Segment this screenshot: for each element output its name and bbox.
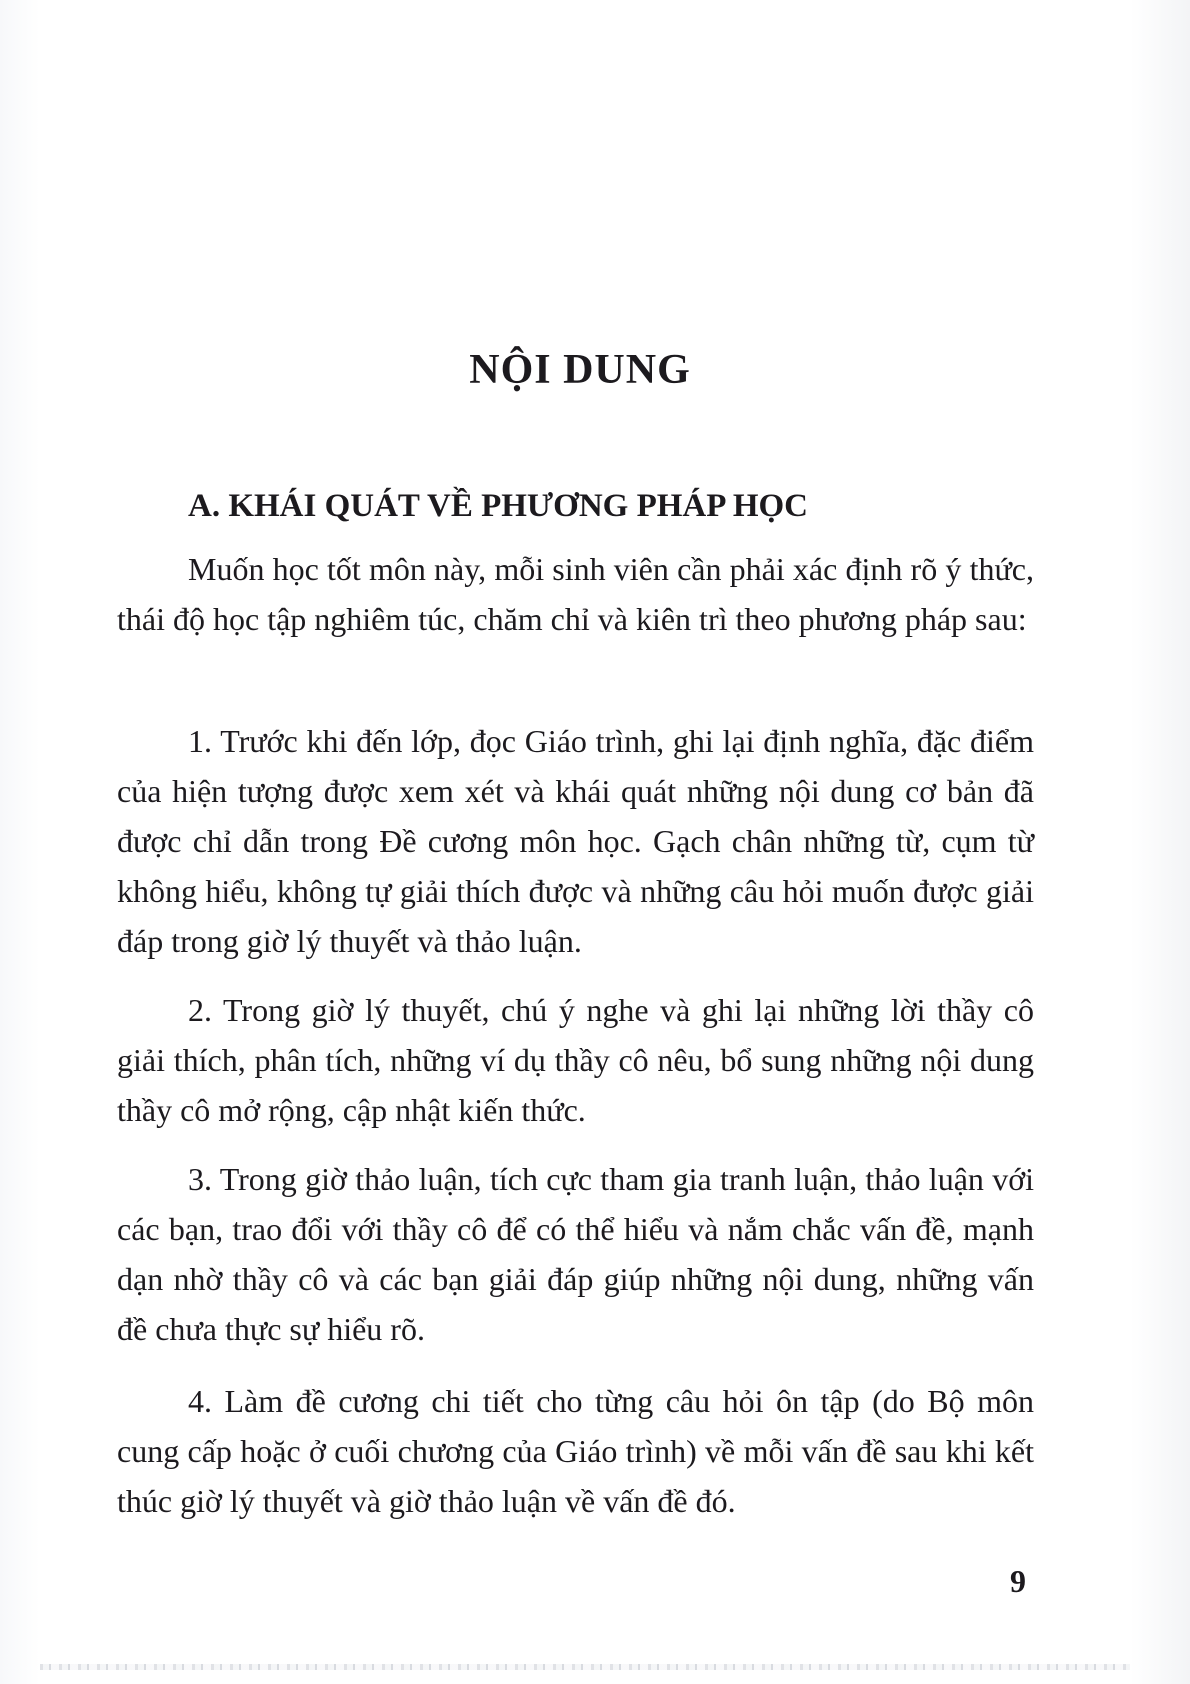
scan-edge-divider <box>40 1664 1130 1670</box>
method-item-4: 4. Làm đề cương chi tiết cho từng câu hỏi ôn tập (do Bộ môn cung cấp hoặc ở cuối chương của Giáo trình) về mỗi vấn đề sau khi kết thúc giờ lý thuyết và giờ thảo luận về vấn đề đó. <box>117 1383 1034 1519</box>
page-number: 9 <box>1010 1563 1026 1599</box>
chapter-title: NỘI DUNG <box>469 347 691 393</box>
method-item-2: 2. Trong giờ lý thuyết, chú ý nghe và ghi lại những lời thầy cô giải thích, phân tích, những ví dụ thầy cô nêu, bổ sung những nội dung thầy cô mở rộng, cập nhật kiến thức. <box>117 992 1034 1128</box>
method-item-3: 3. Trong giờ thảo luận, tích cực tham gia tranh luận, thảo luận với các bạn, trao đổi với thầy cô để có thể hiểu và nắm chắc vấn đề, mạnh dạn nhờ thầy cô và các bạn giải đáp giúp những nội dung, những vấn đề chưa thực sự hiểu rõ. <box>117 1161 1034 1347</box>
method-item-1: 1. Trước khi đến lớp, đọc Giáo trình, ghi lại định nghĩa, đặc điểm của hiện tượng được xem xét và khái quát những nội dung cơ bản đã được chỉ dẫn trong Đề cương môn học. Gạch chân những từ, cụm từ không hiểu, không tự giải thích được và những câu hỏi muốn được giải đáp trong giờ lý thuyết và thảo luận. <box>117 723 1034 959</box>
section-heading: A. KHÁI QUÁT VỀ PHƯƠNG PHÁP HỌC <box>188 488 809 524</box>
intro-paragraph: Muốn học tốt môn này, mỗi sinh viên cần phải xác định rõ ý thức, thái độ học tập nghiêm túc, chăm chỉ và kiên trì theo phương pháp sau: <box>117 551 1034 637</box>
